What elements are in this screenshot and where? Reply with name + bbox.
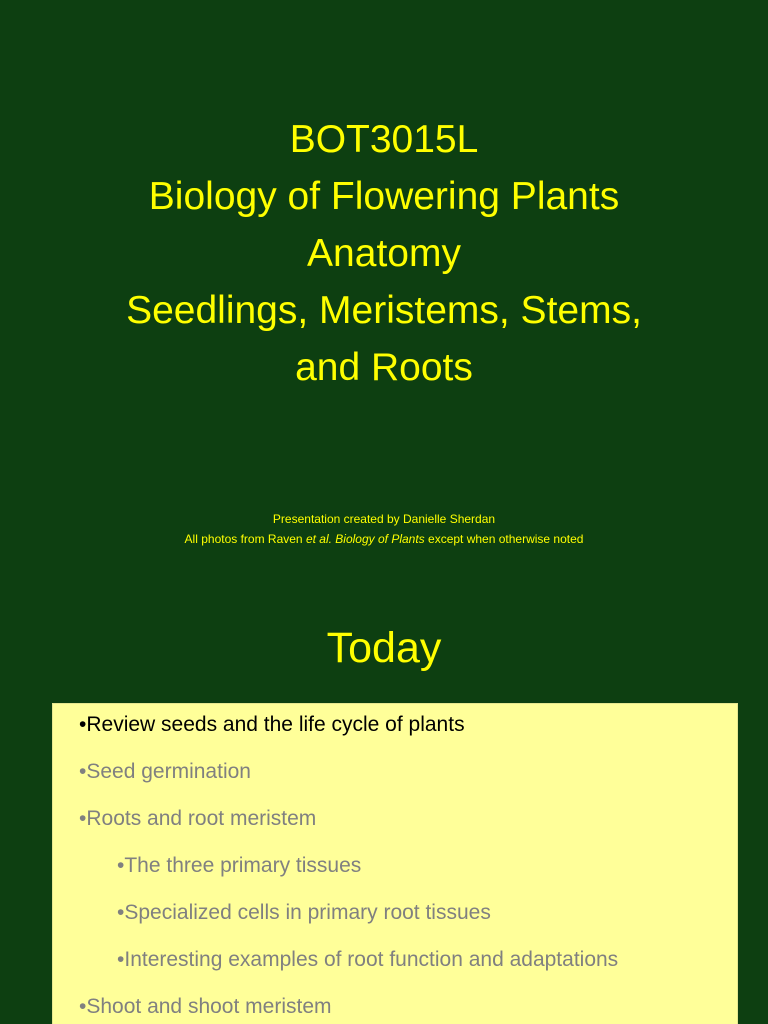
- agenda-item: [117, 947, 618, 973]
- agenda-item: [79, 712, 465, 738]
- course-code: BOT3015L: [289, 118, 479, 161]
- agenda-item: [79, 806, 316, 832]
- agenda-item-text: Interesting examples of root function and adaptations: [124, 948, 619, 971]
- photo-credit: [0, 529, 768, 549]
- bullet: •: [79, 807, 87, 830]
- agenda-item: [117, 853, 361, 879]
- course-name: Biology of Flowering Plants: [148, 175, 620, 218]
- agenda-item-text: Shoot and shoot meristem: [86, 995, 332, 1018]
- bullet: •: [117, 901, 125, 924]
- agenda-title: Today: [326, 624, 442, 672]
- agenda-item: [79, 994, 332, 1020]
- bullet: •: [79, 995, 87, 1018]
- photo-credit-book: Biology of Plants: [335, 532, 425, 546]
- topic-title: Anatomy: [307, 232, 461, 275]
- agenda-item-text: The three primary tissues: [124, 854, 362, 877]
- bullet: •: [79, 760, 87, 783]
- photo-credit-et-al: et al.: [305, 532, 336, 546]
- photo-credit-source: [306, 532, 425, 546]
- credits: [0, 509, 768, 549]
- bullet: •: [79, 713, 87, 736]
- author-credit: Presentation created by Danielle Sherdan: [272, 512, 496, 526]
- agenda-item-text: Review seeds and the life cycle of plants: [86, 713, 465, 736]
- topic-subtitle-line2: and Roots: [295, 346, 473, 389]
- agenda-item: [79, 759, 251, 785]
- topic-subtitle-line1: Seedlings, Meristems, Stems,: [126, 289, 642, 332]
- bullet: •: [117, 854, 125, 877]
- agenda-item: [117, 900, 491, 926]
- slide-title: [0, 111, 768, 396]
- agenda-item-text: Roots and root meristem: [86, 807, 317, 830]
- photo-credit-prefix: All photos from Raven: [184, 532, 306, 546]
- agenda-box: [52, 703, 738, 1024]
- agenda-item-text: Specialized cells in primary root tissues: [124, 901, 491, 924]
- photo-credit-suffix: except when otherwise noted: [424, 532, 584, 546]
- agenda-item-text: Seed germination: [86, 760, 251, 783]
- bullet: •: [117, 948, 125, 971]
